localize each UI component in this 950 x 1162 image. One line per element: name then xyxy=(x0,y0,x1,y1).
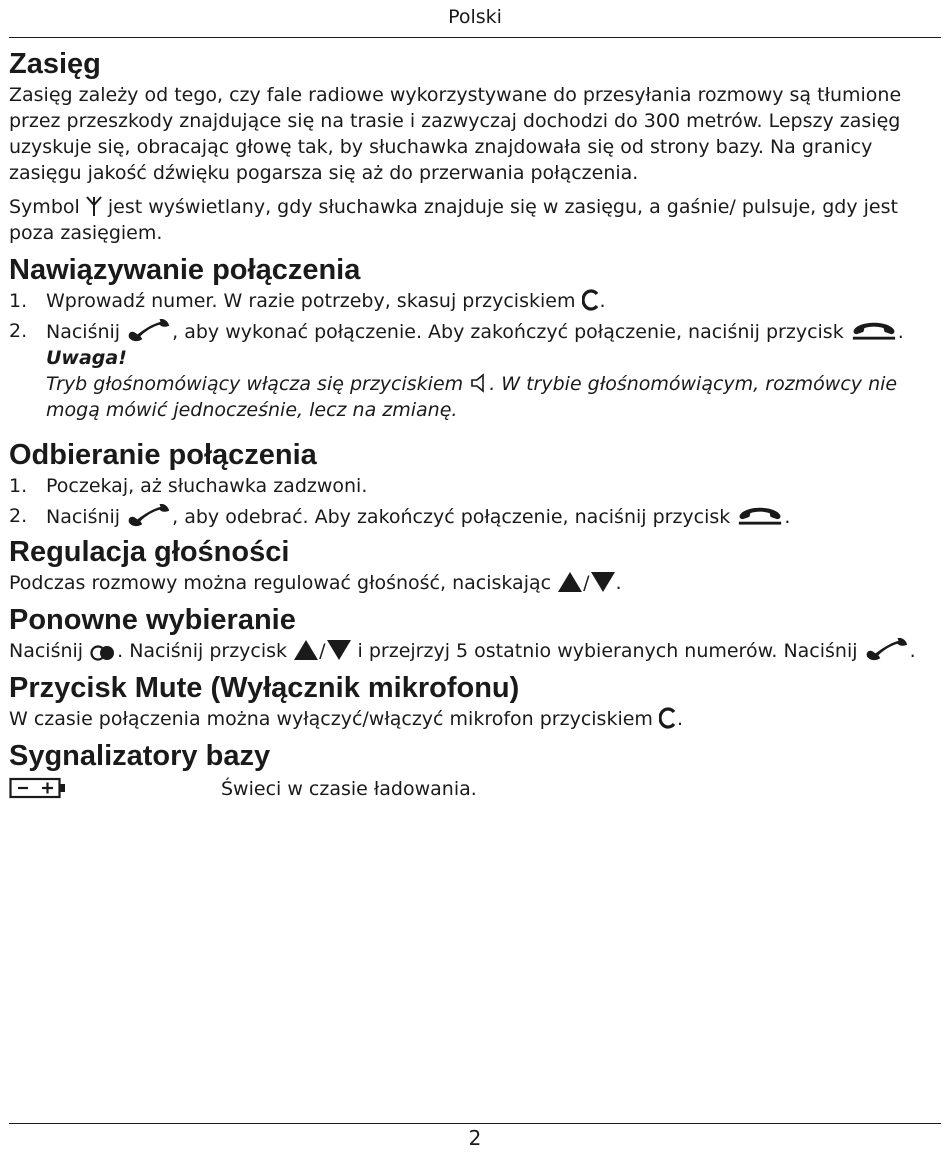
section-range xyxy=(9,46,929,246)
up-triangle-icon xyxy=(293,639,319,661)
redial-title: Ponowne wybieranie xyxy=(9,604,296,636)
mute-title: Przycisk Mute (Wyłącznik mikrofonu) xyxy=(9,672,520,704)
top-rule xyxy=(9,37,941,38)
section-volume xyxy=(9,534,929,596)
range-paragraph-1: Zasięg zależy od tego, czy fale radiowe wykorzystywane do przesyłania rozmowy są tłumione przez przeszkody znajdujące się na trasie i zazwyczaj dochodzi do 300 metrów. Lepszy zasięg uzyskuje się, obracając głowę tak, by słuchawka znajdowała się od strony bazy. Na granicy zasięgu jakość dźwięku pogarsza się aż do przerwania połączenia. xyxy=(9,84,902,184)
make-call-steps xyxy=(9,288,929,423)
mute-text: W czasie połączenia można wyłączyć/włączyć mikrofon przyciskiem . xyxy=(9,708,684,730)
list-item: 1. Wprowadź numer. W razie potrzeby, skasuj przyciskiem . xyxy=(9,290,606,312)
clear-c-icon xyxy=(659,707,677,729)
answer-call-title: Odbieranie połączenia xyxy=(9,439,317,471)
down-triangle-icon xyxy=(326,639,352,661)
end-call-icon xyxy=(736,503,784,527)
redial-text: Naciśnij . Naciśnij przycisk / i przejrzyj 5 ostatnio wybieranych numerów. Naciśnij . xyxy=(9,638,929,664)
section-make-call xyxy=(9,252,929,423)
list-item: 2. Naciśnij , aby odebrać. Aby zakończyć połączenie, naciśnij przycisk . xyxy=(9,505,791,528)
section-redial xyxy=(9,602,929,664)
list-item: 2. Naciśnij , aby wykonać połączenie. Aby zakończyć połączenie, naciśnij przycisk . Uwaga! Tryb głośnomówiący włącza się przyciskiem . W trybie głośnomówiącym, rozmówcy nie mogą mówić jednocześnie, lecz na zmianę. xyxy=(9,318,929,423)
range-paragraph-2: Symbol jest wyświetlany, gdy słuchawka znajduje się w zasięgu, a gaśnie/ pulsuje, gdy jest poza zasięgiem. xyxy=(9,196,898,244)
up-triangle-icon xyxy=(557,571,583,593)
redial-icon xyxy=(89,643,117,661)
call-handset-icon xyxy=(126,319,172,342)
note-body: Tryb głośnomówiący włącza się przyciskiem . W trybie głośnomówiącym, rozmówcy nie mogą mówić jednocześnie, lecz na zmianę. xyxy=(46,373,898,421)
note-title: Uwaga! xyxy=(46,347,127,369)
charging-indicator-row xyxy=(9,774,929,804)
document-body xyxy=(9,46,929,804)
header-language: Polski xyxy=(448,6,502,28)
page-number: 2 xyxy=(468,1126,482,1150)
end-call-icon xyxy=(850,318,898,342)
antenna-icon xyxy=(86,195,102,217)
charging-text: Świeci w czasie ładowania. xyxy=(221,778,477,800)
battery-icon xyxy=(9,777,67,799)
answer-call-steps xyxy=(9,473,929,530)
volume-text: Podczas rozmowy można regulować głośność, naciskając / . xyxy=(9,572,622,594)
make-call-title: Nawiązywanie połączenia xyxy=(9,254,361,286)
section-answer-call xyxy=(9,437,929,530)
speaker-icon xyxy=(469,372,489,394)
section-base-indicators xyxy=(9,738,929,804)
clear-c-icon xyxy=(582,289,600,311)
bottom-rule xyxy=(9,1123,941,1124)
base-indicators-title: Sygnalizatory bazy xyxy=(9,740,271,772)
list-item: 1. Poczekaj, aż słuchawka zadzwoni. xyxy=(9,475,368,497)
call-handset-icon xyxy=(126,504,172,527)
call-handset-icon xyxy=(864,638,910,661)
section-mute xyxy=(9,670,929,732)
down-triangle-icon xyxy=(590,571,616,593)
volume-title: Regulacja głośności xyxy=(9,536,290,568)
range-title: Zasięg xyxy=(9,48,101,80)
